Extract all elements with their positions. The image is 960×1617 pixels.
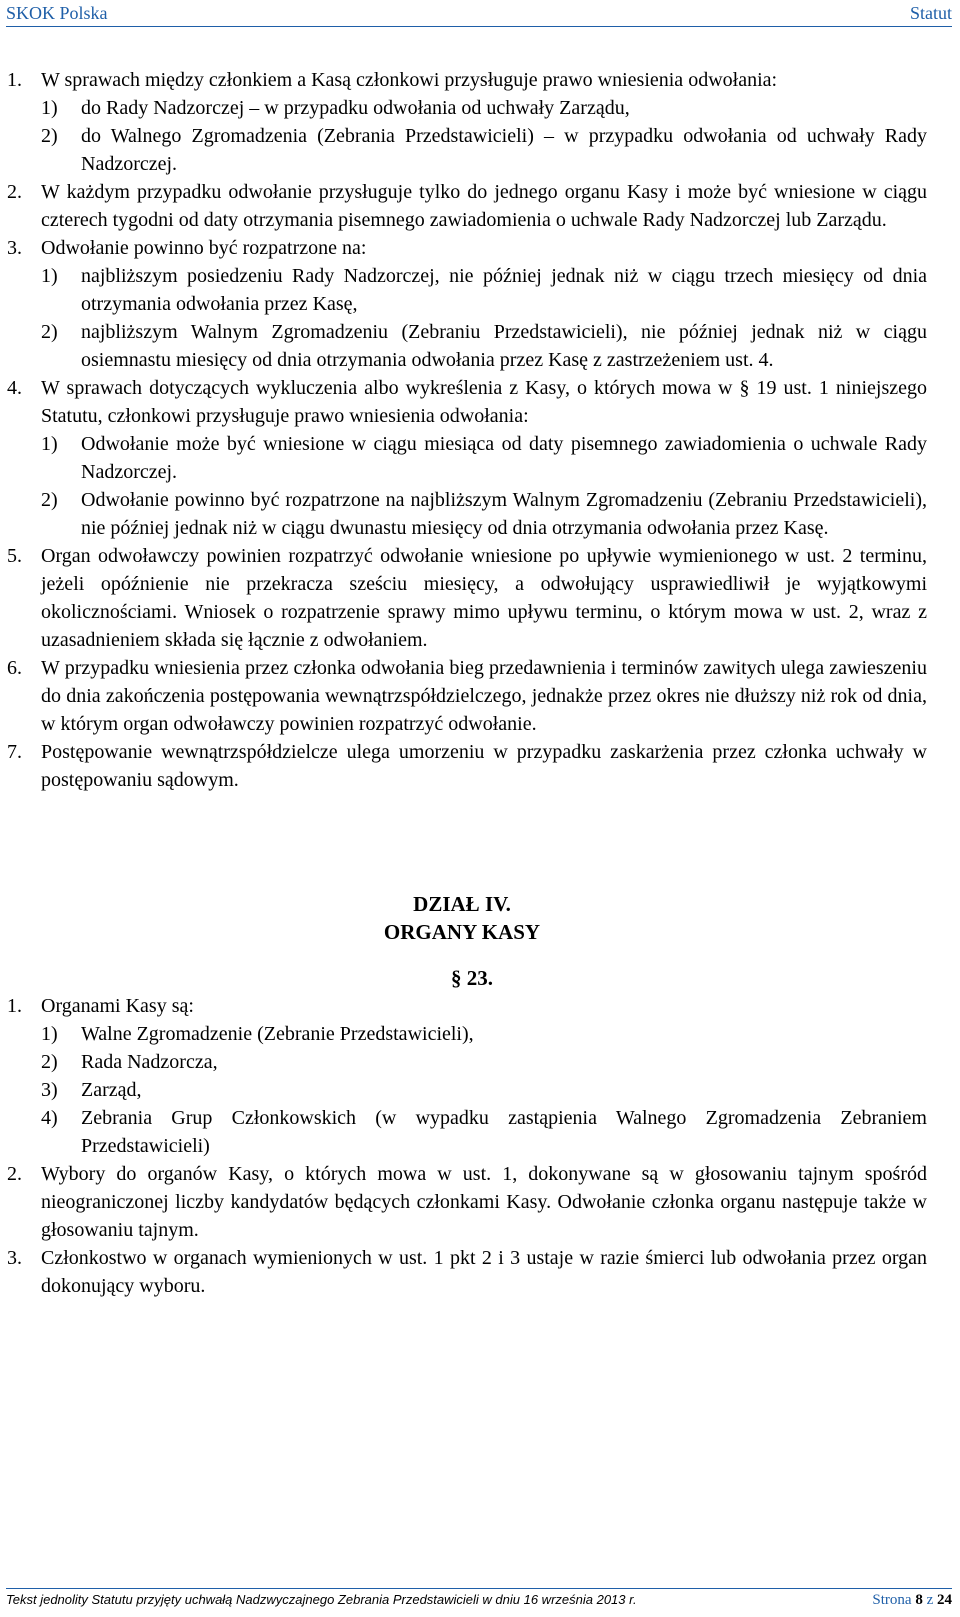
item-text: W sprawach dotyczących wykluczenia albo wykreślenia z Kasy, o których mowa w § 19 ust. 1 niniejszego Statutu, członkowi przysługuje prawo wniesienia odwołania:: [41, 377, 927, 427]
sub-item-number: 2): [41, 321, 58, 343]
numbered-item: [7, 992, 927, 1160]
item-number: 1.: [7, 69, 22, 91]
paragraph-heading: § 23.: [451, 966, 493, 990]
numbered-item: [7, 1244, 927, 1300]
item-number: 6.: [7, 657, 22, 679]
sub-item-number: 1): [41, 433, 58, 455]
sub-item: [41, 318, 927, 374]
header-org: SKOK Polska: [6, 2, 108, 23]
item-number: 5.: [7, 545, 22, 567]
item-text: Organami Kasy są:: [41, 995, 194, 1017]
sub-item: [41, 486, 927, 542]
sub-item-number: 3): [41, 1079, 58, 1101]
numbered-item: [7, 1160, 927, 1244]
chapter-title: ORGANY KASY: [383, 920, 541, 944]
sub-item-text: Rada Nadzorcza,: [81, 1051, 218, 1073]
section-23: [7, 992, 927, 1300]
numbered-item: [7, 178, 927, 234]
numbered-item: [7, 374, 927, 542]
sub-item-text: do Rady Nadzorczej – w przypadku odwołania od uchwały Zarządu,: [81, 97, 630, 119]
chapter-heading: [0, 890, 927, 946]
sub-item: [41, 1048, 927, 1076]
sub-item: [41, 1020, 927, 1048]
item-text: Wybory do organów Kasy, o których mowa w ust. 1, dokonywane są w głosowaniu tajnym spośród nieograniczonej liczby kandydatów będących członkami Kasy. Odwołanie członka organu następuje także w głosowaniu tajnym.: [41, 1163, 927, 1241]
item-text: W przypadku wniesienia przez członka odwołania bieg przedawnienia i terminów zawitych ulega zawieszeniu do dnia zakończenia postępowania wewnątrzspółdzielczego, jednakże przez okres nie dłuższy niż rok od dnia, w którym organ odwoławczy powinien rozpatrzyć odwołanie.: [41, 657, 927, 735]
sub-item-number: 2): [41, 125, 58, 147]
sub-item-number: 1): [41, 265, 58, 287]
item-text: W każdym przypadku odwołanie przysługuje tylko do jednego organu Kasy i może być wniesione w ciągu czterech tygodni od daty otrzymania pisemnego zawiadomienia o uchwale Rady Nadzorczej lub Zarządu.: [41, 181, 927, 231]
sub-item-number: 2): [41, 489, 58, 511]
chapter-number: DZIAŁ IV.: [413, 892, 511, 916]
item-text: Członkostwo w organach wymienionych w ust. 1 pkt 2 i 3 ustaje w razie śmierci lub odwołania przez organ dokonujący wyboru.: [41, 1247, 927, 1297]
item-number: 4.: [7, 377, 22, 399]
item-text: Postępowanie wewnątrzspółdzielcze ulega umorzeniu w przypadku zaskarżenia przez członka uchwały w postępowaniu sądowym.: [41, 741, 927, 791]
sub-item-number: 2): [41, 1051, 58, 1073]
sub-item-text: do Walnego Zgromadzenia (Zebrania Przedstawicieli) – w przypadku odwołania od uchwały Rady Nadzorczej.: [81, 125, 927, 175]
sub-item: [41, 430, 927, 486]
item-text: Odwołanie powinno być rozpatrzone na:: [41, 237, 367, 259]
item-number: 1.: [7, 995, 22, 1017]
item-text: Organ odwoławczy powinien rozpatrzyć odwołanie wniesione po upływie wymienionego w ust. 2 terminu, jeżeli opóźnienie nie przekracza sześciu miesięcy, a odwołujący usprawiedliwił je wyjątkowymi okolicznościami. Wniosek o rozpatrzenie sprawy mimo upływu terminu, o którym mowa w ust. 2, wraz z uzasadnieniem składa się łącznie z odwołaniem.: [41, 545, 927, 651]
sub-item-text: najbliższym Walnym Zgromadzeniu (Zebraniu Przedstawicieli), nie później jednak niż w ciągu osiemnastu miesięcy od dnia otrzymania odwołania przez Kasę z zastrzeżeniem ust. 4.: [81, 321, 927, 371]
sub-item: [41, 94, 927, 122]
item-number: 7.: [7, 741, 22, 763]
numbered-item: [7, 234, 927, 374]
sub-item-number: 1): [41, 1023, 58, 1045]
sub-item: [41, 122, 927, 178]
footer-note: Tekst jednolity Statutu przyjęty uchwałą Nadzwyczajnego Zebrania Przedstawicieli w dniu 16 września 2013 r.: [6, 1592, 637, 1607]
sub-item: [41, 262, 927, 318]
numbered-item: [7, 654, 927, 738]
page-number: Strona 8 z 24: [872, 1592, 952, 1608]
item-number: 3.: [7, 1247, 22, 1269]
page-footer: [6, 1588, 952, 1609]
item-number: 2.: [7, 181, 22, 203]
page-header: [6, 0, 952, 27]
header-doc: Statut: [909, 2, 952, 23]
item-number: 3.: [7, 237, 22, 259]
section-22: [7, 66, 927, 794]
sub-item-text: najbliższym posiedzeniu Rady Nadzorczej, nie później jednak niż w ciągu trzech miesięcy od dnia otrzymania odwołania przez Kasę,: [81, 265, 927, 315]
numbered-item: [7, 542, 927, 654]
numbered-item: [7, 66, 927, 178]
sub-item-number: 4): [41, 1107, 58, 1129]
document-body: [7, 66, 927, 1300]
item-number: 2.: [7, 1163, 22, 1185]
sub-item-text: Zarząd,: [81, 1079, 142, 1101]
sub-item-number: 1): [41, 97, 58, 119]
sub-item-text: Odwołanie powinno być rozpatrzone na najbliższym Walnym Zgromadzeniu (Zebraniu Przedstawicieli), nie później jednak niż w ciągu dwunastu miesięcy od dnia otrzymania odwołania przez Kasę.: [81, 489, 927, 539]
sub-item: [41, 1104, 927, 1160]
sub-item: [41, 1076, 927, 1104]
sub-item-text: Odwołanie może być wniesione w ciągu miesiąca od daty pisemnego zawiadomienia o uchwale Rady Nadzorczej.: [81, 433, 927, 483]
sub-item-text: Zebrania Grup Członkowskich (w wypadku zastąpienia Walnego Zgromadzenia Zebraniem Przedstawicieli): [81, 1107, 927, 1157]
numbered-item: [7, 738, 927, 794]
sub-item-text: Walne Zgromadzenie (Zebranie Przedstawicieli),: [81, 1023, 474, 1045]
item-text: W sprawach między członkiem a Kasą członkowi przysługuje prawo wniesienia odwołania:: [41, 69, 778, 91]
